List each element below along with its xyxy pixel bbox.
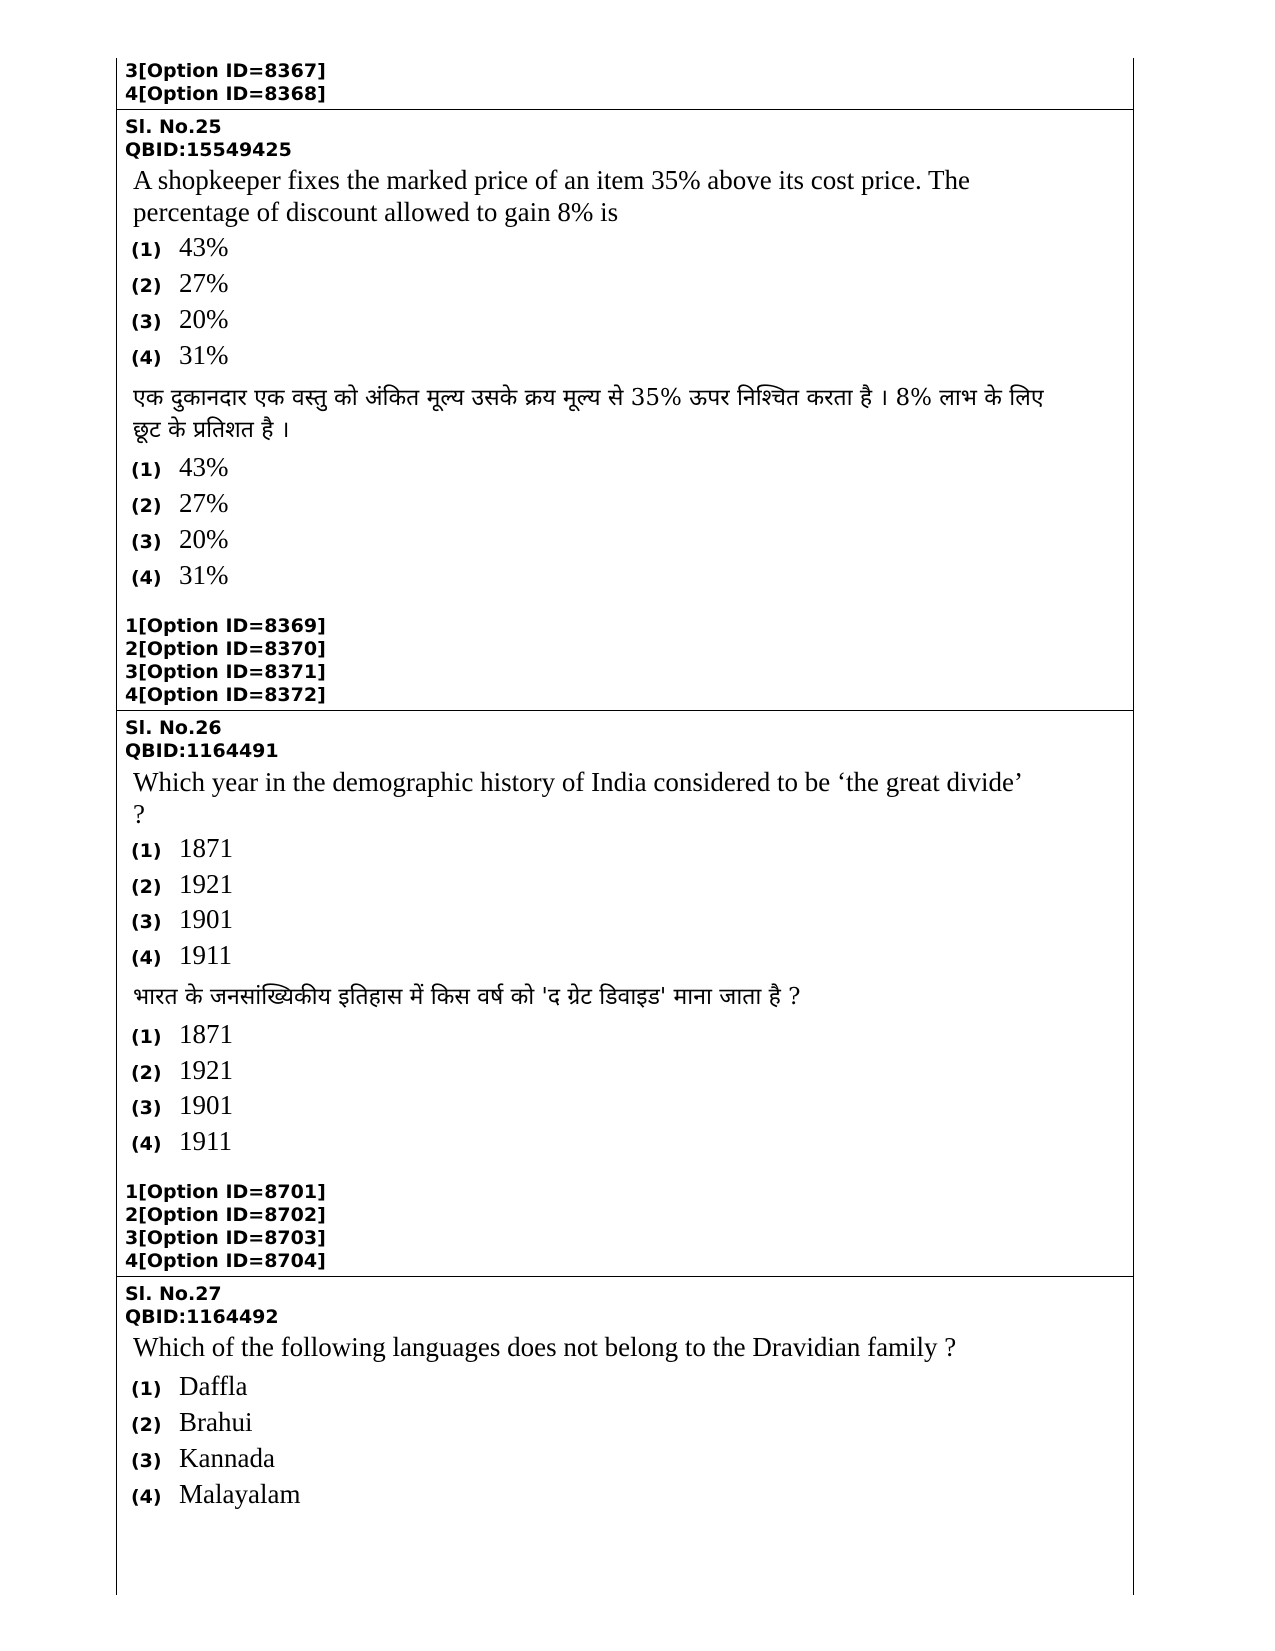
question-text-line: Which year in the demographic history of India considered to be ‘the great divide’: [133, 767, 1023, 797]
question-26-option-4: [131, 940, 232, 971]
option-value: 27%: [179, 268, 229, 298]
question-26-text-hi: भारत के जनसांख्यिकीय इतिहास में किस वर्ष को 'द ग्रेट डिवाइड' माना जाता है ?: [133, 984, 801, 1010]
question-27-option-1: [131, 1371, 247, 1402]
option-value: 1921: [179, 1055, 233, 1085]
option-value: 31%: [179, 340, 229, 370]
option-id-list: [125, 1181, 326, 1273]
divider: [117, 710, 1133, 711]
question-25-option-3: [131, 304, 229, 335]
question-26-hi-option-1: [131, 1019, 233, 1050]
question-25-option-1: [131, 232, 229, 263]
option-id: 2[Option ID=8370]: [125, 638, 326, 660]
option-number: (1): [131, 840, 162, 862]
option-id: 3[Option ID=8703]: [125, 1227, 326, 1249]
option-number: (3): [131, 311, 162, 333]
option-id: 4[Option ID=8372]: [125, 684, 326, 706]
option-number: (4): [131, 347, 162, 369]
option-number: (1): [131, 1026, 162, 1048]
option-value: 31%: [179, 560, 229, 590]
question-27-option-2: [131, 1407, 253, 1438]
question-25-hi-option-1: [131, 452, 229, 483]
question-26-hi-option-2: [131, 1055, 233, 1086]
divider: [117, 1276, 1133, 1277]
question-25-hi-option-4: [131, 560, 229, 591]
option-number: (4): [131, 947, 162, 969]
question-26-text-en: [133, 766, 1093, 830]
question-25-header: [125, 116, 292, 162]
option-id: 1[Option ID=8369]: [125, 615, 326, 637]
option-number: (2): [131, 1062, 162, 1084]
question-text-line: ?: [133, 799, 145, 829]
option-number: (2): [131, 876, 162, 898]
option-id-list: [125, 60, 326, 106]
option-value: 1871: [179, 833, 233, 863]
option-number: (3): [131, 1097, 162, 1119]
option-value: 43%: [179, 452, 229, 482]
option-value: Kannada: [179, 1443, 275, 1473]
qbid: QBID:1164492: [125, 1306, 279, 1328]
option-number: (4): [131, 1133, 162, 1155]
serial-number: Sl. No.26: [125, 717, 222, 739]
option-number: (4): [131, 1486, 162, 1508]
question-26-option-1: [131, 833, 233, 864]
option-number: (2): [131, 275, 162, 297]
qbid: QBID:1164491: [125, 740, 279, 762]
option-number: (1): [131, 1378, 162, 1400]
option-number: (3): [131, 531, 162, 553]
option-id: 3[Option ID=8367]: [125, 60, 326, 82]
option-number: (1): [131, 239, 162, 261]
serial-number: Sl. No.27: [125, 1283, 222, 1305]
question-paper-page: [116, 58, 1134, 1595]
question-25-hi-option-2: [131, 488, 229, 519]
option-value: Malayalam: [179, 1479, 301, 1509]
option-value: 1871: [179, 1019, 233, 1049]
option-number: (3): [131, 911, 162, 933]
question-25-text-en: A shopkeeper fixes the marked price of an item 35% above its cost price. The percentage of discount allowed to gain 8% is: [133, 165, 970, 227]
question-27-option-3: [131, 1443, 275, 1474]
question-26-hi-option-3: [131, 1090, 233, 1121]
option-value: 1911: [179, 940, 232, 970]
divider: [117, 109, 1133, 110]
option-id: 4[Option ID=8368]: [125, 83, 326, 105]
question-26-option-2: [131, 869, 233, 900]
option-number: (1): [131, 459, 162, 481]
question-25-text-hi: एक दुकानदार एक वस्तु को अंकित मूल्य उसके क्रय मूल्य से 35% ऊपर निश्चित करता है । 8% लाभ के लिए छूट के प्रतिशत है ।: [133, 385, 1044, 443]
question-27-header: [125, 1283, 279, 1329]
option-number: (2): [131, 495, 162, 517]
qbid: QBID:15549425: [125, 139, 292, 161]
option-value: 1921: [179, 869, 233, 899]
question-27-text-en: Which of the following languages does not belong to the Dravidian family ?: [133, 1332, 957, 1362]
question-27-option-4: [131, 1479, 300, 1510]
serial-number: Sl. No.25: [125, 116, 222, 138]
option-id: 3[Option ID=8371]: [125, 661, 326, 683]
question-26-header: [125, 717, 279, 763]
option-value: Daffla: [179, 1371, 248, 1401]
option-value: 1901: [179, 1090, 233, 1120]
option-value: 1911: [179, 1126, 232, 1156]
option-value: Brahui: [179, 1407, 253, 1437]
option-id: 2[Option ID=8702]: [125, 1204, 326, 1226]
option-id-list: [125, 615, 326, 707]
option-id: 4[Option ID=8704]: [125, 1250, 326, 1272]
option-value: 43%: [179, 232, 229, 262]
question-26-hi-option-4: [131, 1126, 232, 1157]
question-25-hi-option-3: [131, 524, 229, 555]
question-25-option-4: [131, 340, 229, 371]
option-value: 20%: [179, 524, 229, 554]
option-value: 20%: [179, 304, 229, 334]
option-number: (2): [131, 1414, 162, 1436]
option-id: 1[Option ID=8701]: [125, 1181, 326, 1203]
option-number: (3): [131, 1450, 162, 1472]
question-25-option-2: [131, 268, 229, 299]
question-26-option-3: [131, 904, 233, 935]
option-value: 27%: [179, 488, 229, 518]
option-number: (4): [131, 567, 162, 589]
option-value: 1901: [179, 904, 233, 934]
